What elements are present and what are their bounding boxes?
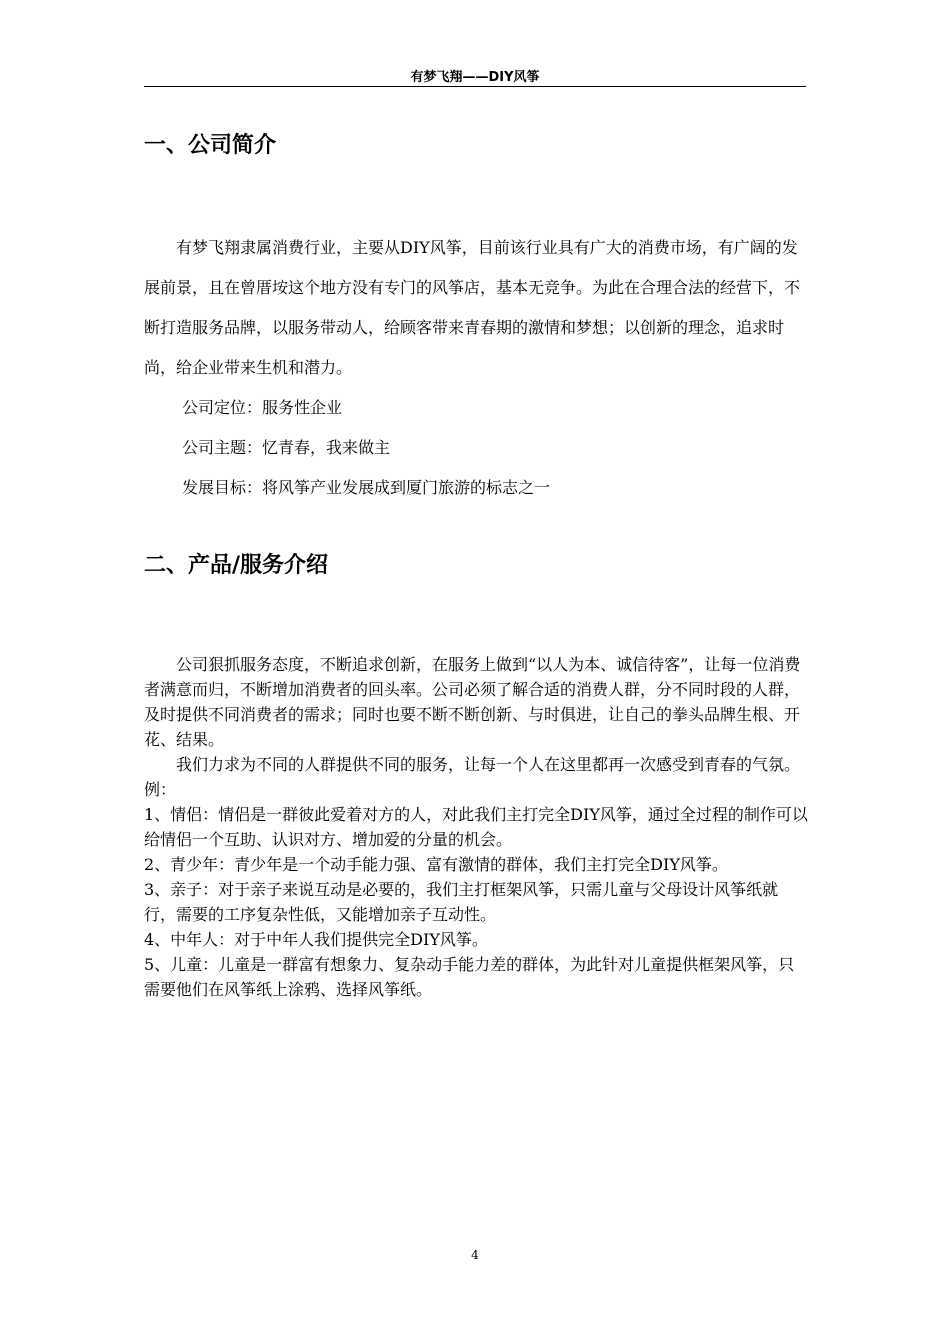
development-goal: 发展目标：将风筝产业发展成到厦门旅游的标志之一 [182, 478, 551, 497]
company-positioning: 公司定位：服务性企业 [182, 398, 343, 417]
list-item-teenagers: 2、青少年：青少年是一个动手能力强、富有激情的群体，我们主打完全DIY风筝。 [144, 855, 728, 874]
section1-paragraph: 有梦飞翔隶属消费行业，主要从DIY风筝，目前该行业具有广大的消费市场，有广阔的发展前景，且在曾厝垵这个地方没有专门的风筝店，基本无竞争。为此在合理合法的经营下，不断打造服务品牌，以服务带动人，给顾客带来青春期的激情和梦想；以创新的理念，追求时尚，给企业带来生机和潜力。 [144, 238, 801, 377]
section2-paragraph-2: 我们力求为不同的人群提供不同的服务，让每一个人在这里都再一次感受到青春的气氛。 [176, 755, 801, 774]
list-item-parent-child: 3、亲子：对于亲子来说互动是必要的，我们主打框架风筝，只需儿童与父母设计风筝纸就行，需要的工序复杂性低，又能增加亲子互动性。 [144, 880, 779, 924]
section1-body [144, 228, 808, 508]
page-number: 4 [471, 1248, 479, 1262]
section2-body [144, 652, 808, 1002]
header-divider [144, 86, 806, 87]
company-theme: 公司主题：忆青春，我来做主 [182, 438, 391, 457]
list-item-children: 5、儿童：儿童是一群富有想象力、复杂动手能力差的群体，为此针对儿童提供框架风筝，只需要他们在风筝纸上涂鸦、选择风筝纸。 [144, 955, 795, 999]
list-item-couples: 1、情侣：情侣是一群彼此爱着对方的人，对此我们主打完全DIY风筝，通过全过程的制作可以给情侣一个互助、认识对方、增加爱的分量的机会。 [144, 805, 808, 849]
running-header: 有梦飞翔——DIY风筝 [410, 70, 540, 85]
section2-heading: 二、产品/服务介绍 [144, 553, 329, 578]
example-label: 例： [144, 780, 177, 799]
list-item-middle-aged: 4、中年人：对于中年人我们提供完全DIY风筝。 [144, 930, 488, 949]
section1-heading: 一、公司简介 [144, 133, 277, 158]
section2-paragraph-1: 公司狠抓服务态度，不断追求创新，在服务上做到“以人为本、诚信待客”，让每一位消费者满意而归，不断增加消费者的回头率。公司必须了解合适的消费人群，分不同时段的人群，及时提供不同消费者的需求；同时也要不断不断创新、与时俱进，让自己的拳头品牌生根、开花、结果。 [144, 655, 801, 749]
